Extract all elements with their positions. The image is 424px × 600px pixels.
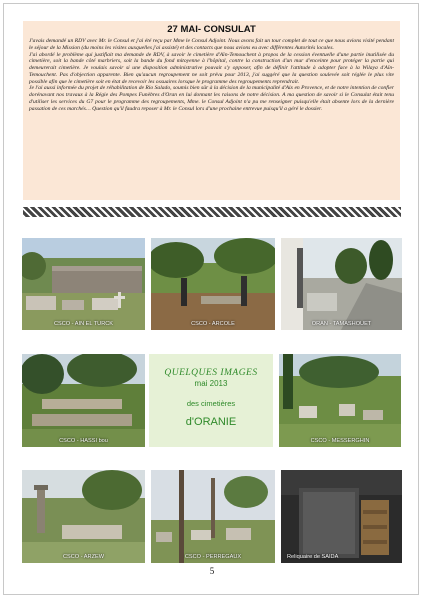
- paragraph-ain-temouchent: J'ai abordé le problème qui justifiait ma demande de RDV, à savoir le cimetière d'Aïn-Temouchent à propos de la cession éventuelle d'une partie inutilisée du cimetière, soit la bande côté marbriers, soit la bande du fond mitoyenne à l'hôpital, contre la construction d'un mur d'enceinte pour protéger la partie qui demeurerait cimetière. Je voulais savoir si une disposition administrative pouvait s'y opposer, afin de définir l'attitude à adopter face à la Wilaya d'Aïn-Temouchent. Pas d'objection apparente. Bien qu'aucun regroupement ne soit prévu pour 2013, j'ai suggéré que la question soulevée soit réglée le plus vite possible afin que le cimetière soit en état de recevoir les ossuaires lorsque le programme des regroupements reprendrait.: [29, 51, 394, 85]
- photo-arcole: [151, 238, 275, 330]
- photo-caption: CSCO - PERREGAUX: [184, 554, 242, 560]
- panel-subtitle: des cimetières: [186, 399, 236, 408]
- paragraph-rio-salado: Je l'ai aussi informée du projet de réhabilitation de Rio Salado, soumis bien sûr à la décision de la municipalité d'Aix en Provence, et de notre intention de confier dorénavant nos travaux à la Régie des Pompes Funèbres d'Oran en lui donnant les raisons de notre décision. A ma question de savoir si le Consulat était tenu d'utiliser les services du G7 pour le programme des regroupements, Mme. le Consul Adjoint n'a pu me renseigner puisqu'elle était absente lors de la dernière passation de ces marchés… Question qu'il faudra reposer à Mr. le Consul lors d'une prochaine entrevue puisqu'il a géré le dossier.: [29, 85, 394, 112]
- photo-caption: CSCO - MESSERGHIN: [310, 438, 370, 444]
- page-number: 5: [209, 566, 215, 576]
- photo-ain-el-turck: [22, 238, 145, 330]
- photo-perregaux: [151, 470, 275, 563]
- section-title: 27 MAI- CONSULAT: [167, 24, 256, 35]
- panel-region: d'ORANIE: [185, 416, 237, 428]
- photo-caption: CSCO - HASSI bou: [59, 438, 108, 444]
- consulat-text-box: [23, 21, 400, 200]
- paragraph-rdv: J'avais demandé un RDV avec Mr. le Consul et j'ai été reçu par Mme le Consul Adjoint. Nous avons fait un tour complet de tout ce que nous avions visité pendant le séjour de la Mission (du moins les visites auxquelles j'ai assisté) et des contacts que nous avions eu avec différentes Autorités locales.: [29, 38, 394, 51]
- photo-messerghin: [279, 354, 401, 447]
- photo-reliquaire-saida: [281, 470, 402, 563]
- quelques-images-panel: [149, 354, 273, 447]
- photo-caption: Reliquaire de SAIDA: [287, 554, 339, 560]
- photo-caption: ORAN - TAMASHOUET: [311, 321, 372, 327]
- photo-tamashouet: [281, 238, 402, 330]
- photo-arzew: [22, 470, 145, 563]
- panel-date: mai 2013: [194, 379, 228, 388]
- photo-caption: CSCO - AIN EL TURCK: [53, 321, 114, 327]
- photo-hassi-bou: [22, 354, 145, 447]
- decorative-divider: [23, 207, 401, 217]
- panel-heading: QUELQUES IMAGES: [164, 368, 258, 378]
- photo-caption: CSCO - ARZEW: [62, 554, 105, 560]
- photo-caption: CSCO - ARCOLE: [191, 321, 235, 327]
